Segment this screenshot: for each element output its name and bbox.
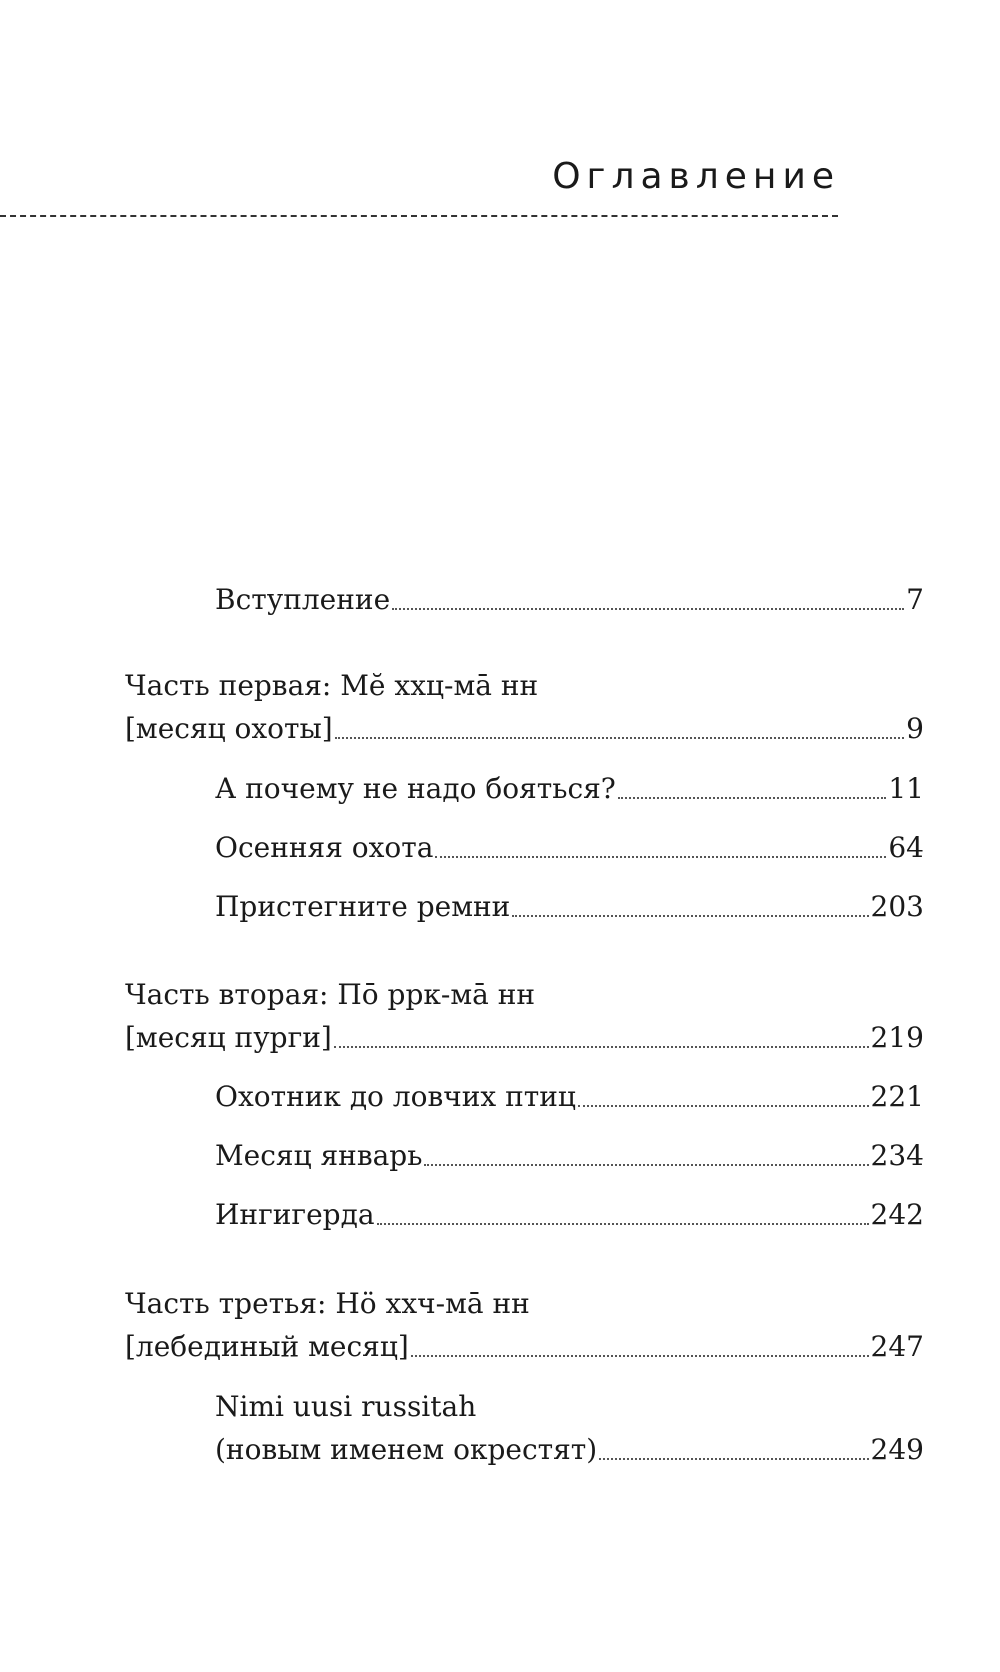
toc-entry-page: 219 bbox=[870, 1021, 924, 1054]
toc-entry-title: [месяц пурги] bbox=[125, 1021, 332, 1054]
dot-leader bbox=[334, 1046, 869, 1048]
toc-entry-title: А почему не надо бояться? bbox=[215, 772, 616, 805]
toc-entry-page: 247 bbox=[870, 1330, 924, 1363]
dot-leader bbox=[377, 1223, 869, 1225]
toc-entry-page: 234 bbox=[870, 1139, 924, 1172]
toc-part-title-line bbox=[125, 977, 924, 1013]
dot-leader bbox=[411, 1355, 869, 1357]
toc-entry-page: 7 bbox=[906, 583, 924, 616]
toc-part-title: Часть вторая: Пō ррк-мā нн bbox=[125, 978, 536, 1011]
toc-entry-page: 221 bbox=[870, 1080, 924, 1113]
toc-entry-part-two[interactable] bbox=[125, 1020, 924, 1056]
dot-leader bbox=[512, 915, 868, 917]
toc-entry-part-three[interactable] bbox=[125, 1329, 924, 1365]
toc-entry-title: Осенняя охота bbox=[215, 831, 434, 864]
toc-entry-page: 9 bbox=[906, 712, 924, 745]
dot-leader bbox=[599, 1458, 868, 1460]
toc-entry-chapter[interactable] bbox=[215, 1197, 924, 1233]
dot-leader bbox=[424, 1164, 868, 1166]
toc-entry-part-one[interactable] bbox=[125, 711, 924, 747]
toc-entry-page: 64 bbox=[888, 831, 924, 864]
toc-entry-chapter[interactable] bbox=[215, 1079, 924, 1115]
toc-entry-title: [лебединый месяц] bbox=[125, 1330, 409, 1363]
toc-chapter-title-line bbox=[215, 1389, 924, 1425]
toc-chapter-title: Nimi uusi russitah bbox=[215, 1390, 477, 1423]
toc-entry-page: 11 bbox=[888, 772, 924, 805]
toc-entry-title: [месяц охоты] bbox=[125, 712, 333, 745]
toc-part-title: Часть первая: Мӗ ххц-мā нн bbox=[125, 669, 539, 702]
toc-entry-introduction[interactable] bbox=[215, 582, 924, 618]
toc-entry-page: 249 bbox=[870, 1433, 924, 1466]
toc-entry-chapter[interactable] bbox=[215, 1138, 924, 1174]
toc-entry-page: 203 bbox=[870, 890, 924, 923]
toc-entry-page: 242 bbox=[870, 1198, 924, 1231]
toc-entry-chapter[interactable] bbox=[215, 830, 924, 866]
toc-entry-chapter[interactable] bbox=[215, 771, 924, 807]
toc-entry-title: Месяц январь bbox=[215, 1139, 423, 1172]
toc-entry-title: Вступление bbox=[215, 583, 391, 616]
toc-entry-chapter[interactable] bbox=[215, 889, 924, 925]
toc-part-title-line bbox=[125, 1286, 924, 1322]
dot-leader bbox=[335, 737, 904, 739]
contents-heading: Оглавление bbox=[552, 156, 840, 197]
toc-entry-title: Ингигерда bbox=[215, 1198, 375, 1231]
toc-part-title: Часть третья: Нӧ ххч-мā нн bbox=[125, 1287, 530, 1320]
dot-leader bbox=[435, 856, 886, 858]
toc-entry-title: (новым именем окрестят) bbox=[215, 1433, 598, 1466]
toc-part-title-line bbox=[125, 668, 924, 704]
dot-leader bbox=[618, 797, 887, 799]
toc-entry-chapter[interactable] bbox=[215, 1432, 924, 1468]
dot-leader bbox=[578, 1105, 869, 1107]
dot-leader bbox=[392, 608, 904, 610]
toc-entry-title: Охотник до ловчих птиц bbox=[215, 1080, 576, 1113]
toc-entry-title: Пристегните ремни bbox=[215, 890, 511, 923]
